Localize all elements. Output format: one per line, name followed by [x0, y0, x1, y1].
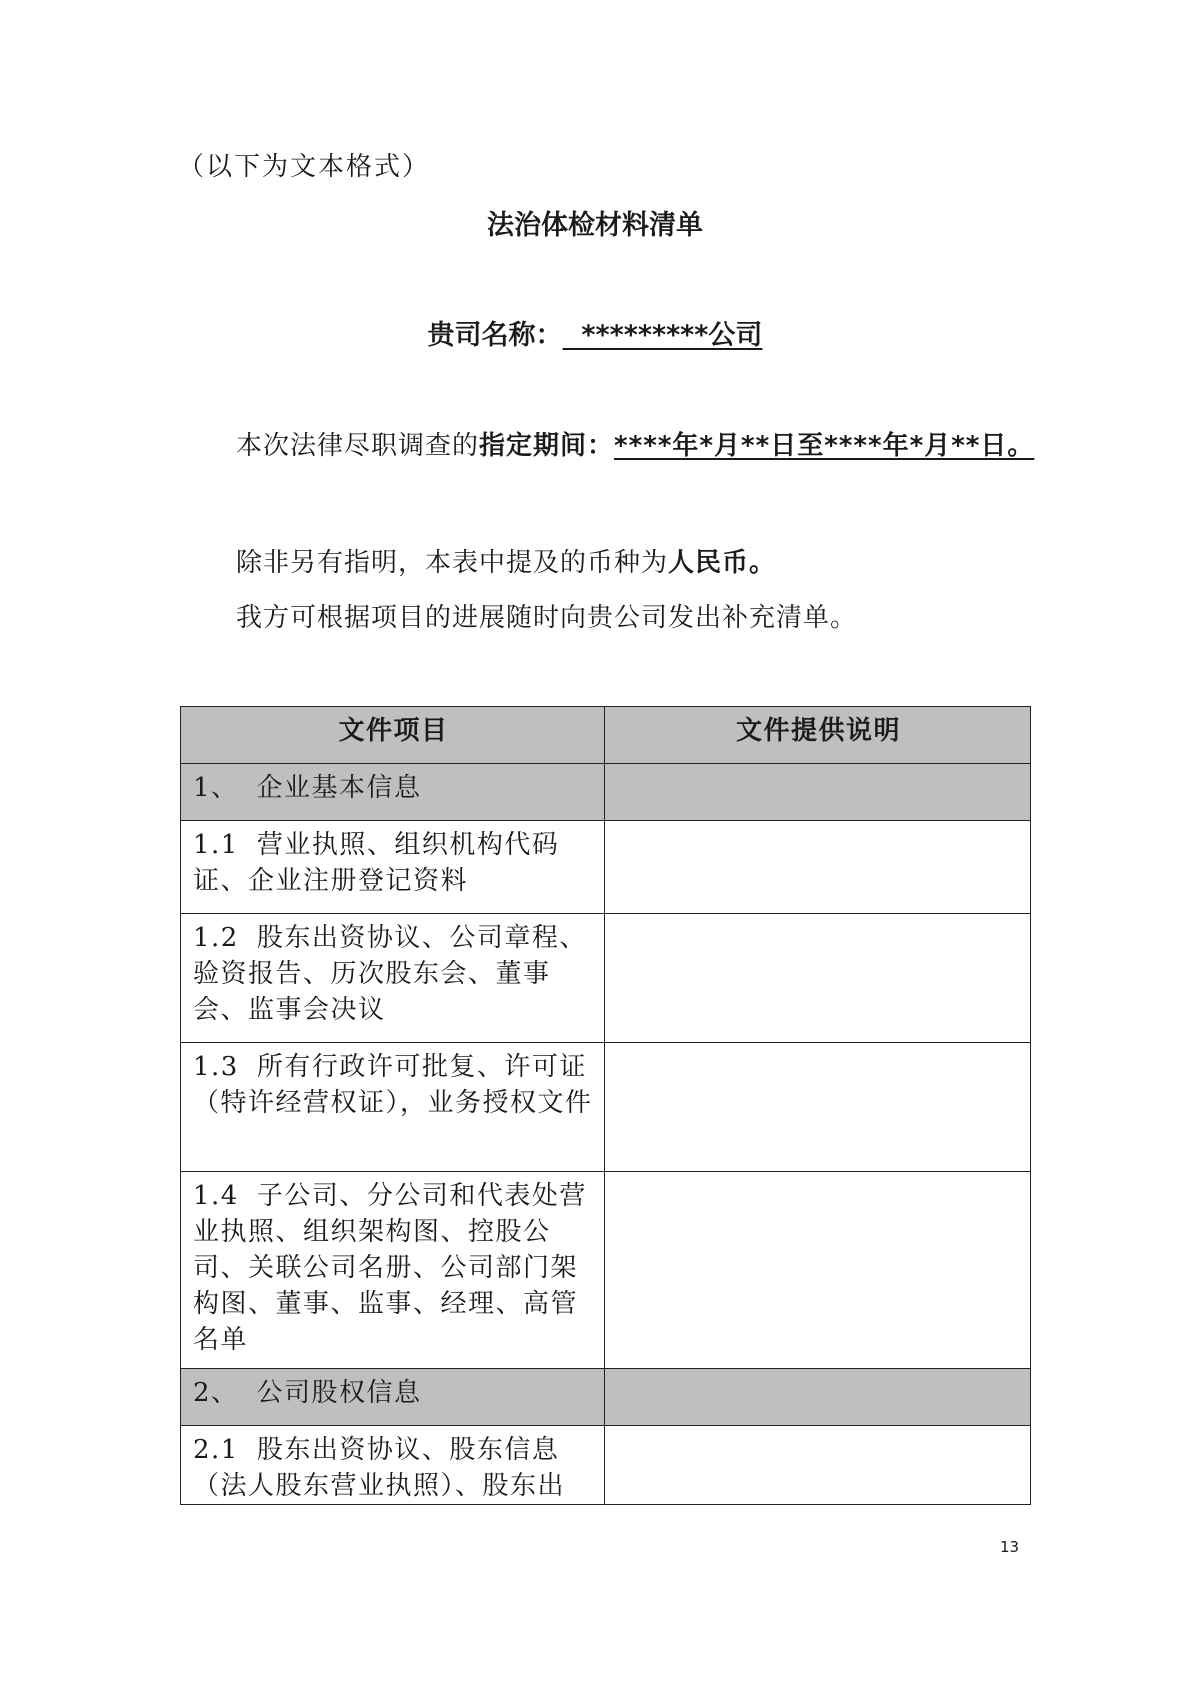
table-row: [181, 1172, 1031, 1369]
table-row: [181, 821, 1031, 914]
table-row: [181, 1043, 1031, 1172]
company-name-line: [0, 313, 1190, 352]
row-item-cell: [181, 764, 605, 821]
row-item-cell: [181, 1369, 605, 1426]
row-number: 1.2: [193, 923, 239, 953]
row-note-cell: [605, 764, 1031, 821]
table-row: [181, 1369, 1031, 1426]
row-number: 2、: [193, 1378, 239, 1408]
row-item-cell: [181, 1043, 605, 1172]
currency-prefix: 除非另有指明，本表中提及的币种为: [236, 548, 669, 578]
period-line: [236, 425, 1034, 462]
row-number: 1.3: [193, 1052, 239, 1082]
currency-value: 人民币。: [668, 548, 777, 578]
table-row: [181, 764, 1031, 821]
table-row: [181, 1426, 1031, 1505]
row-item-cell: [181, 1172, 605, 1369]
table-header-row: [181, 707, 1031, 764]
row-note-cell: [605, 1172, 1031, 1369]
company-value: *********公司: [562, 320, 763, 351]
row-note-cell: [605, 914, 1031, 1043]
row-note-cell: [605, 1426, 1031, 1505]
period-label: 指定期间：: [479, 431, 615, 461]
row-note-cell: [605, 1369, 1031, 1426]
row-note-cell: [605, 1043, 1031, 1172]
row-item-cell: [181, 914, 605, 1043]
period-value: ****年*月**日至****年*月**日。: [614, 431, 1035, 461]
row-text: 子公司、分公司和代表处营业执照、组织架构图、控股公司、关联公司名册、公司部门架构图、董事、监事、经理、高管名单: [193, 1181, 587, 1355]
row-text: 营业执照、组织机构代码证、企业注册登记资料: [193, 830, 560, 896]
row-number: 2.1: [193, 1435, 239, 1465]
row-item-cell: [181, 821, 605, 914]
period-prefix: 本次法律尽职调查的: [236, 431, 480, 461]
supplement-note: 我方可根据项目的进展随时向贵公司发出补充清单。: [236, 603, 858, 633]
page-number: 13: [1000, 1538, 1020, 1556]
company-label: 贵司名称：: [427, 320, 563, 351]
table-row: [181, 914, 1031, 1043]
row-number: 1.4: [193, 1181, 239, 1211]
row-text: 公司股权信息: [256, 1378, 422, 1408]
row-item-cell: [181, 1426, 605, 1505]
row-text: 企业基本信息: [256, 773, 422, 803]
header-file-item: 文件项目: [181, 707, 605, 764]
row-text: 股东出资协议、股东信息（法人股东营业执照）、股东出: [193, 1435, 566, 1501]
row-number: 1.1: [193, 830, 239, 860]
header-file-note: 文件提供说明: [605, 707, 1031, 764]
format-note: （以下为文本格式）: [178, 152, 431, 182]
currency-line: [236, 542, 776, 579]
row-number: 1、: [193, 773, 239, 803]
materials-table: [180, 706, 1031, 1505]
row-text: 所有行政许可批复、许可证（特许经营权证），业务授权文件: [193, 1052, 593, 1118]
document-title: 法治体检材料清单: [487, 210, 703, 241]
row-note-cell: [605, 821, 1031, 914]
row-text: 股东出资协议、公司章程、验资报告、历次股东会、董事会、监事会决议: [193, 923, 587, 1025]
